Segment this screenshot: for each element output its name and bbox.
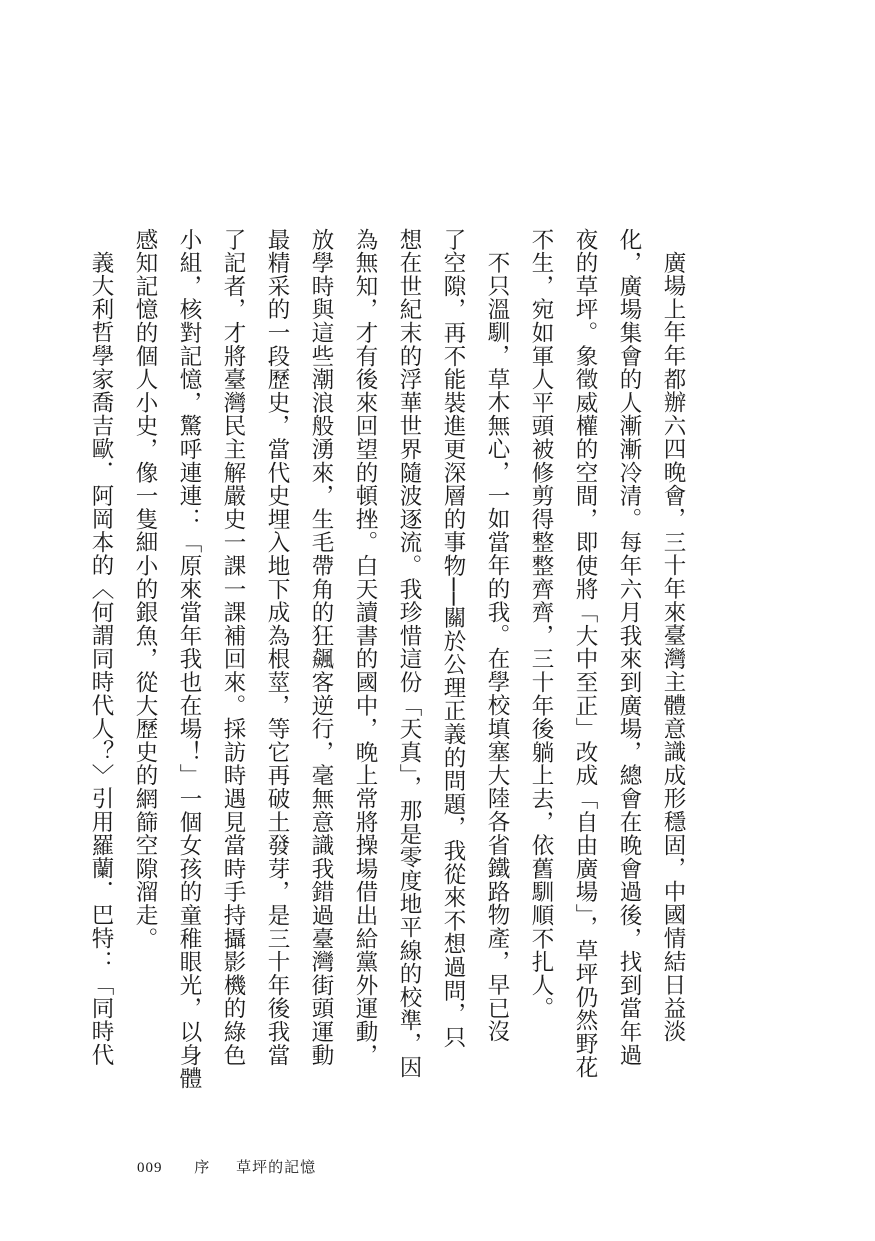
text-column: 化，廣場集會的人漸漸冷清。每年六月我來到廣場，總會在晚會過後，找到當年過 bbox=[616, 228, 642, 1067]
text-column: 不生，宛如軍人平頭被修剪得整整齊齊，三十年後躺上去，依舊馴順不扎人。 bbox=[528, 228, 554, 1021]
text-column: 了記者，才將臺灣民主解嚴史一課一課補回來。採訪時遇見當時手持攝影機的綠色 bbox=[220, 228, 246, 1067]
text-column: 夜的草坪。象徵威權的空間，即使將「大中至正」改成「自由廣場」，草坪仍然野花 bbox=[572, 228, 598, 1079]
text-column: 最精采的一段歷史，當代史埋入地下成為根莖，等它再破土發芽，是三十年後我當 bbox=[264, 228, 290, 1067]
text-column: 放學時與這些潮浪般湧來，生毛帶角的狂飆客逆行，毫無意識我錯過臺灣街頭運動 bbox=[308, 228, 334, 1067]
text-column: 感知記憶的個人小史，像一隻細小的銀魚，從大歷史的網篩空隙溜走。 bbox=[132, 228, 158, 951]
text-column: 廣場上年年都辦六四晚會，三十年來臺灣主體意識成形穩固，中國情結日益淡 bbox=[660, 251, 686, 1044]
text-column: 了空隙，再不能裝進更深層的事物──關於公理正義的問題，我從來不想過問，只 bbox=[440, 228, 466, 1049]
text-column: 義大利哲學家喬吉歐．阿岡本的〈何謂同時代人？〉引用羅蘭．巴特：「同時代 bbox=[88, 251, 114, 1067]
text-column: 為無知，才有後來回望的頓挫。白天讀書的國中，晚上常將操場借出給黨外運動， bbox=[352, 228, 378, 1067]
text-column: 不只溫馴，草木無心，一如當年的我。在學校填塞大陸各省鐵路物產，早已沒 bbox=[484, 251, 510, 1044]
text-column: 小組，核對記憶，驚呼連連：「原來當年我也在場！」一個女孩的童稚眼光，以身體 bbox=[176, 228, 202, 1091]
page-footer bbox=[137, 1156, 316, 1177]
text-column: 想在世紀末的浮華世界隨波逐流。我珍惜這份「天真」，那是零度地平線的校準，因 bbox=[396, 228, 422, 1079]
page-number: 009 bbox=[137, 1160, 163, 1176]
chapter-title: 草坪的記憶 bbox=[236, 1158, 317, 1176]
chapter-label: 序 bbox=[194, 1158, 211, 1176]
body-text bbox=[79, 228, 695, 1091]
